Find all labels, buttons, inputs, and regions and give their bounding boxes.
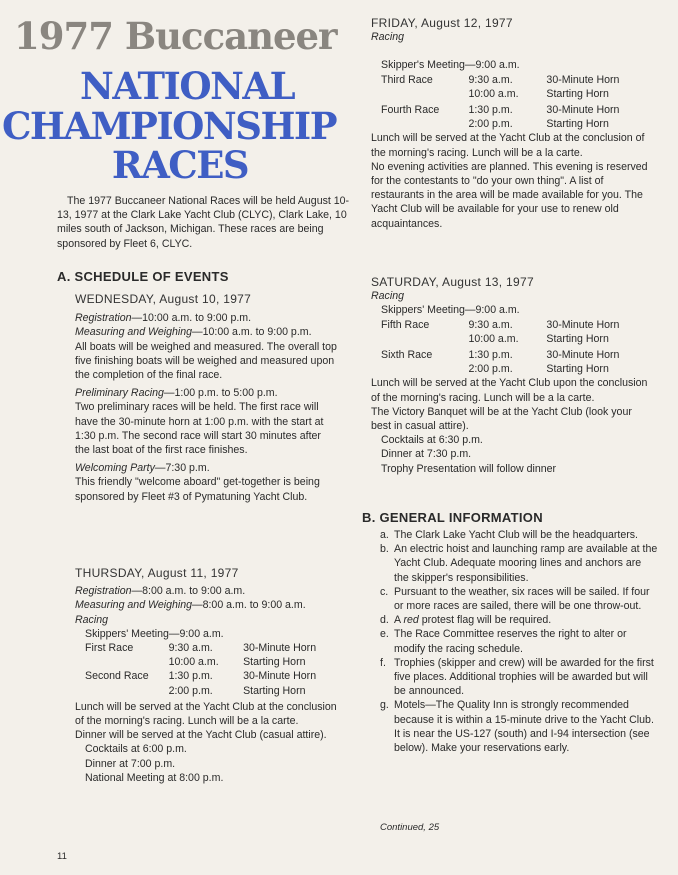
list-item: c. Pursuant to the weather, six races will be sailed. If four or more races are sailed, there will be one throw-out. — [380, 585, 650, 613]
sat-cocktails: Cocktails at 6:30 p.m. — [381, 434, 483, 447]
list-item: a. The Clark Lake Yacht Club will be the headquarters. — [380, 529, 638, 541]
thu-cocktails: Cocktails at 6:00 p.m. — [85, 743, 187, 756]
thu-registration: Registration—8:00 a.m. to 9:00 a.m. — [75, 585, 246, 598]
list-item: b. An electric hoist and launching ramp are available at the Yacht Club. Adequate mooring lines and anchors are the skipper's responsibilities. — [380, 543, 658, 584]
fri-skippers: Skipper's Meeting—9:00 a.m. — [381, 59, 520, 72]
friday-block — [371, 16, 651, 231]
race-row: Third Race 9:30 a.m. 30-Minute Horn — [381, 73, 620, 86]
wed-prelim: Preliminary Racing—1:00 p.m. to 5:00 p.m. — [75, 387, 278, 400]
fri-lunch: Lunch will be served at the Yacht Club at the conclusion of the morning's racing. Lunch will be a la carte. — [371, 132, 645, 159]
intro-paragraph: The 1977 Buccaneer National Races will be held August 10-13, 1977 at the Clark Lake Yacht Club (CLYC), Clark Lake, 10 miles south of Jackson, Michigan. These races are being sponsored by Fleet 6, CLYC. — [57, 195, 350, 250]
wed-weighing: Measuring and Weighing—10:00 a.m. to 9:00 p.m. — [75, 326, 312, 339]
saturday-heading: SATURDAY, August 13, 1977 — [371, 275, 534, 289]
fri-evening: No evening activities are planned. This evening is reserved for the contestants to "do your own thing". A list of restaurants in the area will be made available for you. The Yacht Club will be available for your use to renew old acquaintances. — [371, 160, 648, 230]
wed-weighing-note: All boats will be weighed and measured. The overall top five finishing boats will be weighed and measured upon the completion of the final race. — [75, 340, 337, 382]
wed-registration: Registration—10:00 a.m. to 9:00 p.m. — [75, 312, 252, 325]
sat-banquet: The Victory Banquet will be at the Yacht Club (look your best in casual attire). — [371, 405, 632, 433]
thursday-block — [75, 566, 343, 785]
title-championship: CHAMPIONSHIP — [1, 104, 337, 148]
race-row: 10:00 a.m. Starting Horn — [468, 87, 609, 100]
friday-heading: FRIDAY, August 12, 1977 — [371, 16, 513, 30]
list-item: f. Trophies (skipper and crew) will be awarded for the first five places. Additional trophies will be awarded but will be announced. — [380, 656, 654, 698]
thu-lunch: Lunch will be served at the Yacht Club at the conclusion of the morning's racing. Lunch will be a la carte. — [75, 700, 337, 728]
race-row: Sixth Race 1:30 p.m. 30-Minute Horn — [381, 349, 620, 362]
wed-welcome-note: This friendly "welcome aboard" get-together is being sponsored by Fleet #3 of Pymatuning Yacht Club. — [75, 476, 320, 503]
fri-racing-label: Racing — [371, 31, 404, 44]
thu-racing-label: Racing — [75, 613, 108, 626]
wednesday-block — [75, 292, 337, 504]
sat-lunch: Lunch will be served at the Yacht Club upon the conclusion of the morning's racing. Lunch will be a la carte. — [371, 377, 648, 404]
thursday-heading: THURSDAY, August 11, 1977 — [75, 566, 239, 580]
section-b-heading: B. GENERAL INFORMATION — [362, 510, 543, 525]
race-row: 10:00 a.m. Starting Horn — [468, 332, 609, 345]
general-info-list — [380, 528, 658, 755]
list-item: e. The Race Committee reserves the right to alter or modify the racing schedule. — [380, 628, 627, 655]
wed-welcome: Welcoming Party—7:30 p.m. — [75, 462, 210, 475]
sat-dinner-time: Dinner at 7:30 p.m. — [381, 448, 472, 461]
sat-trophy: Trophy Presentation will follow dinner — [381, 462, 557, 475]
wednesday-heading: WEDNESDAY, August 10, 1977 — [75, 292, 252, 306]
race-row: Second Race 1:30 p.m. 30-Minute Horn — [85, 670, 317, 683]
sat-skippers: Skippers' Meeting—9:00 a.m. — [381, 304, 520, 317]
race-row: 2:00 p.m. Starting Horn — [168, 684, 306, 697]
title-year: 1977 Buccaneer — [14, 14, 337, 58]
sat-racing-label: Racing — [371, 290, 404, 303]
race-row: Fifth Race 9:30 a.m. 30-Minute Horn — [381, 318, 620, 331]
race-row: 2:00 p.m. Starting Horn — [468, 363, 609, 376]
thu-weighing: Measuring and Weighing—8:00 a.m. to 9:00 a.m. — [75, 599, 306, 612]
saturday-block — [371, 275, 651, 476]
race-row: First Race 9:30 a.m. 30-Minute Horn — [85, 642, 317, 655]
wed-prelim-note: Two preliminary races will be held. The first race will have the 30-minute horn at 1:00 p.m. with the start at 1:30 p.m. The second race will start 30 minutes after the last boat of the first race finishes. — [75, 401, 324, 457]
thu-skippers: Skippers' Meeting—9:00 a.m. — [85, 627, 224, 640]
thu-dinner-time: Dinner at 7:00 p.m. — [85, 757, 176, 770]
section-a-heading: A. SCHEDULE OF EVENTS — [57, 269, 229, 284]
page-number: 11 — [57, 851, 67, 862]
thu-dinner: Dinner will be served at the Yacht Club (casual attire). — [75, 729, 327, 742]
race-row: 2:00 p.m. Starting Horn — [468, 118, 609, 131]
thu-meeting: National Meeting at 8:00 p.m. — [85, 771, 224, 784]
race-row: 10:00 a.m. Starting Horn — [168, 656, 306, 669]
title-races: RACES — [111, 143, 249, 187]
list-item: d. A red protest flag will be required. — [380, 614, 552, 627]
race-row: Fourth Race 1:30 p.m. 30-Minute Horn — [381, 104, 620, 117]
title-national: NATIONAL — [80, 64, 295, 108]
list-item: g. Motels—The Quality Inn is strongly recommended because it is within a 15-minute drive to the Yacht Club. It is near the US-127 (south) and I-94 intersection (see below). Make your reservations early. — [380, 699, 654, 755]
continued-note: Continued, 25 — [380, 822, 440, 833]
